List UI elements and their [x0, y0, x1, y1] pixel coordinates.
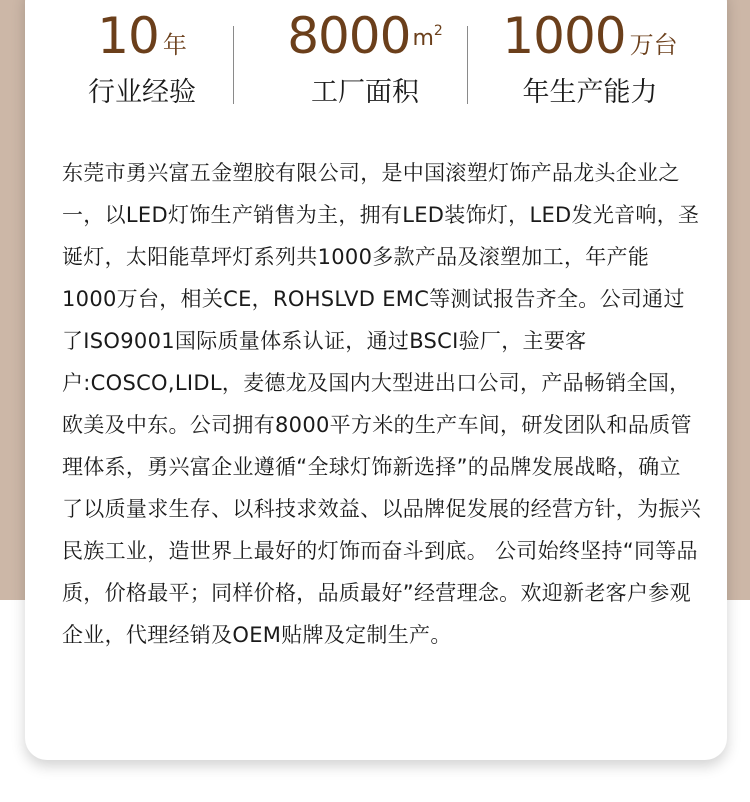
stat-factory-area: [250, 8, 480, 108]
stat-value-row: [47, 8, 237, 64]
unit-superscript: 2: [433, 23, 443, 39]
stat-capacity: [485, 8, 695, 108]
stat-factory-area-unit: [412, 23, 443, 51]
stat-experience: [47, 8, 237, 108]
company-description: 东莞市勇兴富五金塑胶有限公司，是中国滚塑灯饰产品龙头企业之一，以LED灯饰生产销售为主，拥有LED装饰灯，LED发光音响，圣诞灯，太阳能草坪灯系列共1000多款产品及滚塑加工，年产能1000万台，相关CE，ROHSLVD EMC等测试报告齐全。公司通过了ISO9001国际质量体系认证，通过BSCI验厂，主要客户:COSCO,LIDL，麦德龙及国内大型进出口公司，产品畅销全国，欧美及中东。公司拥有8000平方米的生产车间，研发团队和品质管理体系，勇兴富企业遵循“全球灯饰新选择”的品牌发展战略，确立了以质量求生存、以科技求效益、以品牌促发展的经营方针，为振兴民族工业，造世界上最好的灯饰而奋斗到底。 公司始终坚持“同等品质，价格最平；同样价格，品质最好”经营理念。欢迎新老客户参观企业，代理经销及OEM贴牌及定制生产。: [62, 161, 701, 647]
stat-capacity-label: 年生产能力: [522, 77, 658, 108]
stat-value-row: [250, 8, 480, 64]
stat-capacity-unit: 万台: [629, 31, 678, 59]
stat-experience-number: 10: [97, 7, 159, 65]
unit-base: m: [412, 26, 434, 51]
company-intro-card: [25, 0, 727, 760]
stat-factory-area-label: 工厂面积: [311, 77, 419, 108]
stat-capacity-number: 1000: [502, 7, 626, 65]
stat-divider: [233, 26, 234, 104]
stat-divider: [467, 26, 468, 104]
stats-row: [25, 8, 727, 108]
stat-experience-unit: 年: [162, 31, 187, 59]
stat-value-row: [485, 8, 695, 64]
stat-experience-label: 行业经验: [88, 77, 196, 108]
stat-factory-area-number: 8000: [287, 7, 411, 65]
